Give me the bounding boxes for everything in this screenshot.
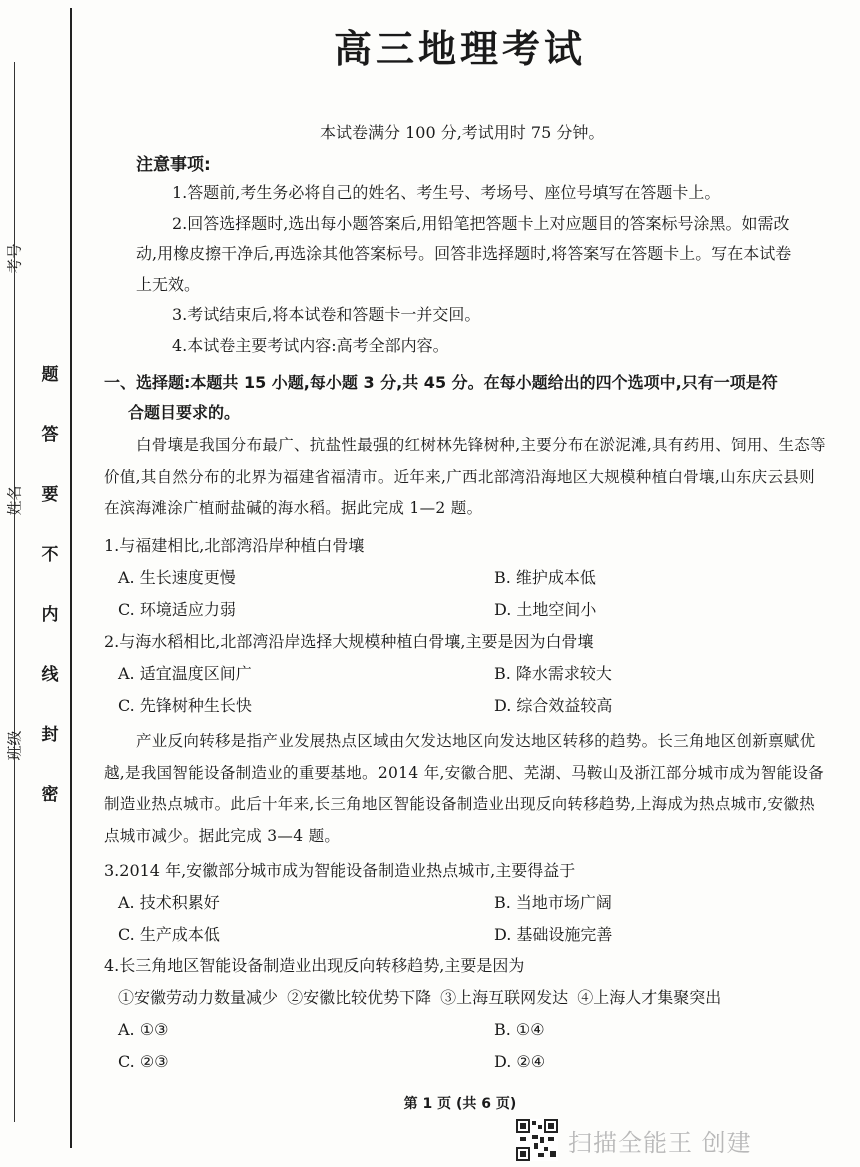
- question-1: [104, 530, 828, 626]
- qr-code-icon: [516, 1119, 558, 1161]
- notes-heading: 注意事项:: [136, 155, 211, 175]
- option-c: C. 环境适应力弱: [118, 600, 236, 619]
- question-3: [104, 855, 828, 951]
- margin-warning-char: 内: [41, 605, 59, 625]
- question-stem: 2.与海水稻相比,北部湾沿岸选择大规模种植白骨壤,主要是因为白骨壤: [104, 632, 594, 651]
- note-item: 3.考试结束后,将本试卷和答题卡一并交回。: [172, 305, 481, 324]
- question-stem: 3.2014 年,安徽部分城市成为智能设备制造业热点城市,主要得益于: [104, 861, 576, 880]
- option-d: D. ②④: [494, 1052, 546, 1071]
- option-a: A. 生长速度更慢: [118, 568, 236, 587]
- option-c: C. ②③: [118, 1052, 169, 1071]
- option-b: B. 降水需求较大: [494, 664, 612, 683]
- margin-warning-char: 密: [41, 785, 59, 805]
- note-item: 1.答题前,考生务必将自己的姓名、考生号、考场号、座位号填写在答题卡上。: [172, 183, 721, 202]
- option-a: A. 技术积累好: [118, 893, 220, 912]
- note-item: 4.本试卷主要考试内容:高考全部内容。: [172, 335, 449, 355]
- reading-passage-2: [104, 726, 828, 852]
- passage-text: 白骨壤是我国分布最广、抗盐性最强的红树林先锋树种,主要分布在淤泥滩,具有药用、饲用、生态等价值,其自然分布的北界为福建省福清市。近年来,广西北部湾沿海地区大规模种植白骨壤,山东庆云县则在滨海滩涂广植耐盐碱的海水稻。据此完成 1—2 题。: [104, 436, 826, 517]
- question-4: [104, 950, 828, 1078]
- question-subitems: ①安徽劳动力数量减少 ②安徽比较优势下降 ③上海互联网发达 ④上海人才集聚突出: [118, 988, 722, 1007]
- margin-field-name: 姓名: [5, 485, 24, 516]
- option-b: B. 当地市场广阔: [494, 893, 612, 912]
- watermark-text: 扫描全能王 创建: [568, 1128, 752, 1157]
- margin-field-class: 班级: [5, 730, 24, 761]
- option-b: B. ①④: [494, 1020, 545, 1039]
- option-a: A. 适宜温度区间广: [118, 664, 252, 683]
- margin-warning-char: 答: [41, 425, 59, 445]
- notes-list: [136, 178, 796, 361]
- option-d: D. 基础设施完善: [494, 925, 613, 944]
- margin-warning-char: 不: [41, 545, 59, 565]
- reading-passage-1: [104, 430, 828, 525]
- section-title: [104, 368, 826, 428]
- passage-text: 产业反向转移是指产业发展热点区域由欠发达地区向发达地区转移的趋势。长三角地区创新禀赋优越,是我国智能设备制造业的重要基地。2014 年,安徽合肥、芜湖、马鞍山及浙江部分城市成为智能设备制造业热点城市。此后十年来,长三角地区智能设备制造业出现反向转移趋势,上海成为热点城市,安徽热点城市减少。据此完成 3—4 题。: [104, 732, 824, 845]
- page-footer: 第 1 页 (共 6 页): [403, 1096, 517, 1112]
- margin-warning: [40, 345, 60, 825]
- question-2: [104, 626, 828, 722]
- note-item: 2.回答选择题时,选出每小题答案后,用铅笔把答题卡上对应题目的答案标号涂黑。如需改动,用橡皮擦干净后,再选涂其他答案标号。回答非选择题时,将答案写在答题卡上。写在本试卷上无效。: [136, 213, 792, 294]
- option-b: B. 维护成本低: [494, 568, 596, 587]
- margin-warning-char: 线: [41, 665, 59, 685]
- section-title-line: 一、选择题:本题共 15 小题,每小题 3 分,共 45 分。在每小题给出的四个选项中,只有一项是符: [104, 373, 778, 392]
- section-title-line: 合题目要求的。: [128, 403, 241, 422]
- option-d: D. 土地空间小: [494, 600, 597, 619]
- question-stem: 4.长三角地区智能设备制造业出现反向转移趋势,主要是因为: [104, 956, 525, 975]
- option-c: C. 先锋树种生长快: [118, 696, 252, 715]
- option-d: D. 综合效益较高: [494, 696, 613, 715]
- exam-title: 高三地理考试: [333, 27, 586, 71]
- exam-subtitle: 本试卷满分 100 分,考试用时 75 分钟。: [320, 123, 605, 142]
- margin-rule-outer: [14, 62, 15, 1122]
- margin-warning-char: 题: [41, 365, 59, 385]
- option-c: C. 生产成本低: [118, 925, 220, 944]
- question-stem: 1.与福建相比,北部湾沿岸种植白骨壤: [104, 536, 365, 555]
- margin-warning-char: 要: [41, 485, 59, 505]
- margin-field-exam-number: 考号: [5, 243, 24, 274]
- option-a: A. ①③: [118, 1020, 169, 1039]
- scanner-watermark: [516, 1120, 752, 1160]
- margin-rule-inner: [70, 8, 72, 1148]
- margin-warning-char: 封: [41, 725, 59, 745]
